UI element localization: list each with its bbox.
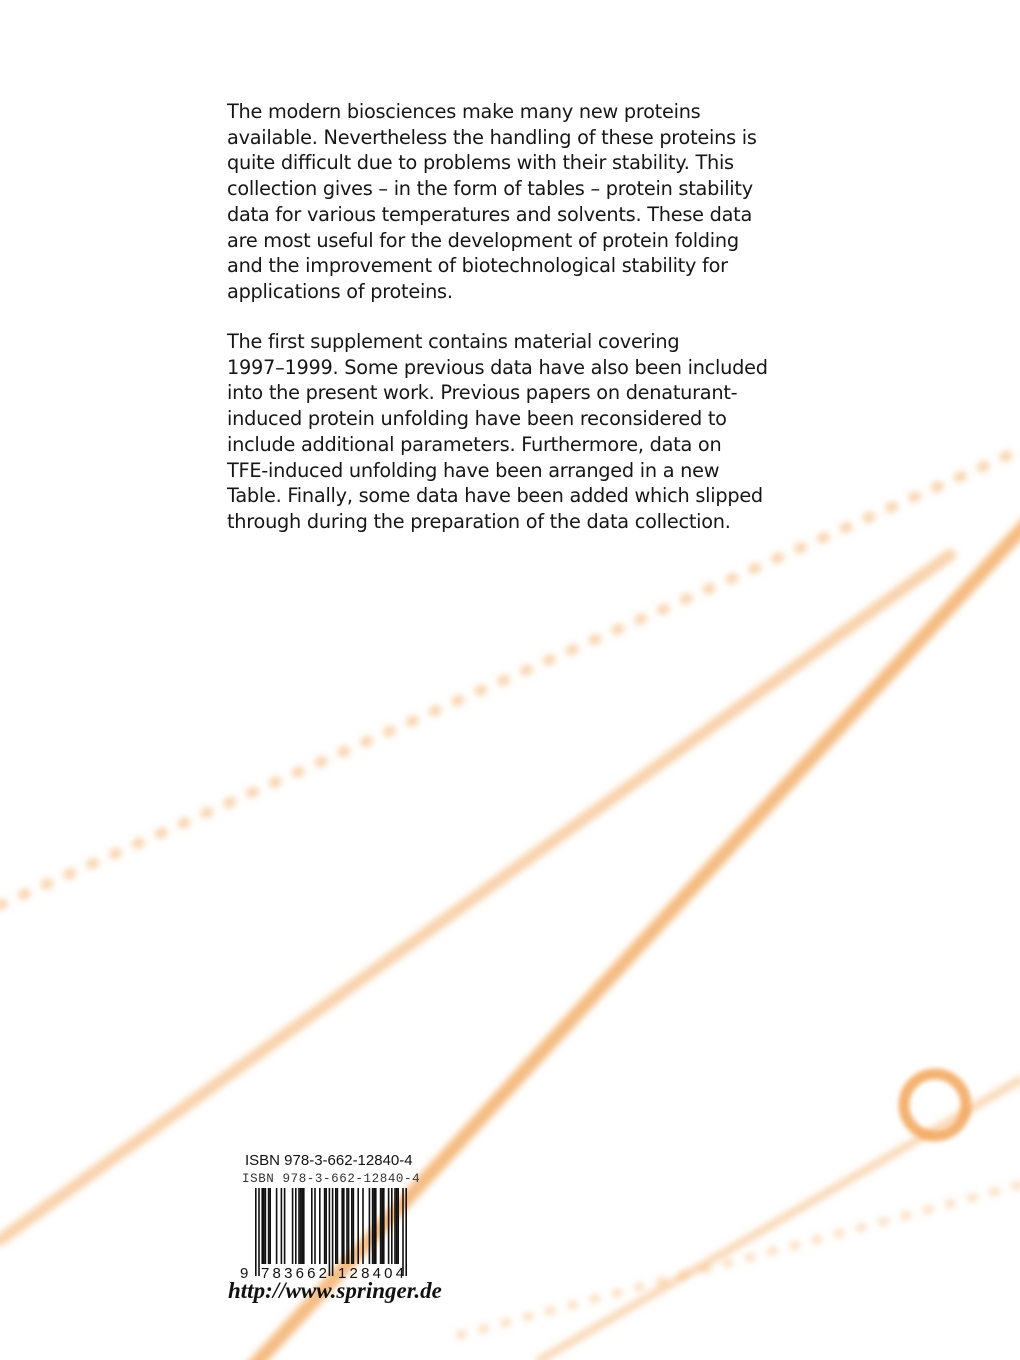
barcode-bar xyxy=(353,1188,355,1264)
publisher-url: http://www.springer.de xyxy=(228,1278,442,1303)
barcode-bar xyxy=(380,1188,382,1264)
barcode-bar xyxy=(337,1188,339,1264)
text-line: into the present work. Previous papers on denaturant- xyxy=(227,381,738,405)
barcode-bar xyxy=(388,1188,390,1264)
text-line: 1997–1999. Some previous data have also been included xyxy=(227,355,768,379)
barcode-bar xyxy=(298,1188,300,1264)
text-line: TFE-induced unfolding have been arranged in a new xyxy=(227,458,720,482)
barcode-guard-bar xyxy=(332,1188,334,1276)
barcode-digits-left: 783662 xyxy=(261,1265,327,1282)
barcode-bar xyxy=(343,1188,345,1264)
barcode-bar xyxy=(375,1188,377,1264)
barcode-bar xyxy=(346,1188,348,1264)
dotted-line-lower xyxy=(460,1185,1020,1335)
barcode-guard-bar xyxy=(255,1188,257,1276)
barcode-bar xyxy=(295,1188,297,1264)
barcode-bar xyxy=(263,1188,265,1264)
barcode-bar xyxy=(311,1188,313,1264)
barcode-bar xyxy=(284,1188,286,1264)
text-line: The modern biosciences make many new proteins xyxy=(227,100,701,123)
diagonal-line-top xyxy=(0,555,950,1240)
text-line: The first supplement contains material covering xyxy=(227,330,680,353)
barcode-guard-bar xyxy=(329,1188,331,1276)
isbn-label: ISBN 978-3-662-12840-4 xyxy=(245,1152,413,1169)
barcode-bar xyxy=(303,1188,305,1264)
text-line: quite difficult due to problems with their stability. This xyxy=(227,151,734,175)
barcode-guard-bar xyxy=(258,1188,260,1276)
barcode-bar xyxy=(396,1188,398,1264)
barcode-digits-right: 128404 xyxy=(338,1265,404,1282)
barcode-bar xyxy=(319,1188,321,1264)
barcode-bar xyxy=(265,1188,267,1264)
barcode-bar xyxy=(381,1188,383,1264)
text-line: Table. Finally, some data have been added which slipped xyxy=(227,484,763,508)
barcode-bar xyxy=(341,1188,343,1264)
description-paragraph-1 xyxy=(227,99,757,305)
barcode-bar xyxy=(391,1188,393,1264)
text-line: applications of proteins. xyxy=(227,279,453,303)
barcode-bar xyxy=(325,1188,327,1264)
barcode-bar xyxy=(268,1188,270,1264)
barcode-bar xyxy=(335,1188,337,1264)
diagonal-line-bottom xyxy=(540,1080,1020,1360)
barcode-bar xyxy=(261,1188,263,1264)
barcode-bar xyxy=(301,1188,303,1264)
barcode-guard-bar xyxy=(405,1188,407,1276)
barcode-bar xyxy=(373,1188,375,1264)
description-paragraph-2 xyxy=(227,329,768,535)
barcode-bar xyxy=(357,1188,359,1264)
barcode-bar xyxy=(348,1188,350,1264)
barcode-bar xyxy=(372,1188,374,1264)
isbn-ocr-line: ISBN 978-3-662-12840-4 xyxy=(242,1172,421,1186)
barcode-bar xyxy=(394,1188,396,1264)
barcode-bar xyxy=(314,1188,316,1264)
text-line: and the improvement of biotechnological stability for xyxy=(227,254,728,278)
text-line: through during the preparation of the data collection. xyxy=(227,509,731,533)
barcode-bar xyxy=(300,1188,302,1264)
barcode-digit-lead: 9 xyxy=(240,1265,249,1282)
barcode-bar xyxy=(369,1188,371,1264)
text-line: available. Nevertheless the handling of these proteins is xyxy=(227,125,757,149)
text-line: induced protein unfolding have been reconsidered to xyxy=(227,407,727,431)
barcode-bar xyxy=(269,1188,271,1264)
barcode-guard-bar xyxy=(402,1188,404,1276)
barcode-bar xyxy=(292,1188,294,1264)
barcode-bar xyxy=(397,1188,399,1264)
text-line: include additional parameters. Furthermore, data on xyxy=(227,432,722,456)
barcode xyxy=(238,1188,418,1282)
text-line: are most useful for the development of protein folding xyxy=(227,228,739,252)
text-line: data for various temperatures and solvents. These data xyxy=(227,202,753,226)
barcode-bar xyxy=(362,1188,364,1264)
barcode-bar xyxy=(324,1188,326,1264)
barcode-bar xyxy=(276,1188,278,1264)
barcode-bars xyxy=(255,1188,407,1276)
barcode-bar xyxy=(281,1188,283,1264)
barcode-bar xyxy=(383,1188,385,1264)
text-line: collection gives – in the form of tables – protein stability xyxy=(227,177,753,201)
barcode-bar xyxy=(351,1188,353,1264)
